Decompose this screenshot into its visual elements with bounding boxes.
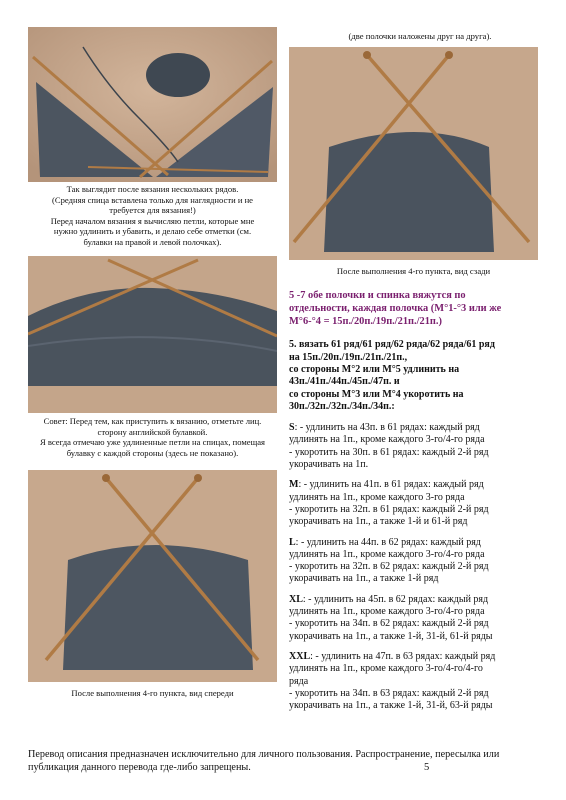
step-5-text: 5. вязать 61 ряд/61 ряд/62 ряда/62 ряда/61 ряд на 15п./20п./19п./21п./21п., со стороны М°2 или М°5 удлинить на 43п./41п./44п./45п./47п. и со стороны М°3 или М°4 укоротить на 30п./32п./32п./34п./34п.: xyxy=(289,339,495,412)
size-xxl-block: XXL: - удлинить на 47п. в 63 рядах: каждый ряд удлинять на 1п., кроме каждого 3-го/4-го/4-го ряда - укоротить на 34п. в 63 рядах: каждый 2-й ряд укорачивать на 1п., а также 1-й, 31-й, 63-й ряды xyxy=(289,650,496,712)
photo3-caption: После выполнения 4-го пункта, вид спереди xyxy=(71,688,234,698)
photo4-caption: После выполнения 4-го пункта, вид сзади xyxy=(336,266,491,276)
photo-back-view xyxy=(289,47,538,260)
size-l-block: L: - удлинить на 44п. в 62 рядах: каждый ряд удлинять на 1п., кроме каждого 3-го/4-го ряда - укоротить на 32п. в 62 рядах: каждый 2-й ряд укорачивать на 1п., а также 1-й ряд xyxy=(289,536,489,585)
size-s-block: S: - удлинить на 43п. в 61 рядах: каждый ряд удлинять на 1п., кроме каждого 3-го/4-го ряда - укоротить на 30п. в 61 рядах: каждый 2-й ряд укорачивать на 1п. xyxy=(289,422,489,471)
section-heading: 5 -7 обе полочки и спинка вяжутся по отдельности, каждая полочка (М°1-°3 или же М°6-°4 = 15п./20п./19п./21п./21п.) xyxy=(289,290,502,327)
photo-front-view xyxy=(28,470,277,682)
size-xl-block: XL: - удлинить на 45п. в 62 рядах: каждый ряд удлинять на 1п., кроме каждого 3-го/4-го ряда - укоротить на 34п. в 62 рядах: каждый 2-й ряд укорачивать на 1п., а также 1-й, 31-й, 61-й ряды xyxy=(289,593,493,642)
photo4-top-caption: (две полочки наложены друг на друга). xyxy=(348,31,492,41)
footer-disclaimer: Перевод описания предназначен исключительно для личного пользования. Распространение, пересылка или публикация данного перевода где-либо запрещены. xyxy=(28,749,500,773)
photo-right-side-marked xyxy=(28,256,277,413)
page-number: 5 xyxy=(424,762,430,773)
size-m-block: M: - удлинить на 41п. в 61 рядах: каждый ряд удлинять на 1п., кроме каждого 3-го ряда - укоротить на 32п. в 61 рядах: каждый 2-й ряд укорачивать на 1п., а также 1-й и 61-й ряд xyxy=(289,479,489,528)
photo2-caption: Совет: Перед тем, как приступить к вязанию, отметьте лиц. сторону английской булавкой. Я всегда отмечаю уже удлиненные петли на спицах, помещая булавку с каждой стороны (здесь не показано). xyxy=(39,416,265,458)
instructions-block xyxy=(289,290,551,720)
photo1-caption: Так выглядит после вязания нескольких рядов. (Средняя спица вставлена только для наглядности и не требуется для вязания!) Перед началом вязания я вычисляю петли, которые мне нужно удлинить и убавить, и делаю себе отметки (см. булавки на правой и левой полочках). xyxy=(50,184,255,247)
photo-knitting-after-few-rows xyxy=(28,27,277,182)
